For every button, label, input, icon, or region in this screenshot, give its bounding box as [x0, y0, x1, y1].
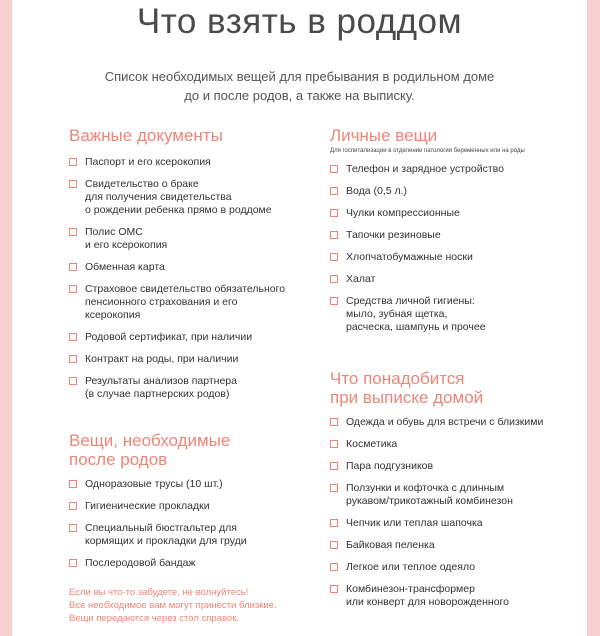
discharge-list — [330, 416, 585, 609]
item-text-line: (в случае партнерских родов) — [85, 388, 230, 400]
checklist-item — [330, 561, 585, 574]
checklist-item — [69, 478, 309, 491]
checkbox-square-icon[interactable] — [69, 559, 77, 567]
checklist-item — [330, 295, 585, 334]
page-title: Что взять в роддом — [136, 2, 463, 41]
item-text-line: Специальный бюстгальтер для — [85, 522, 237, 534]
checklist-item — [330, 438, 585, 451]
checklist-item — [330, 539, 585, 552]
checkbox-square-icon[interactable] — [69, 228, 77, 236]
item-text-line: кормящих и прокладки для груди — [85, 535, 247, 547]
checklist-item — [69, 283, 309, 322]
item-text-line: рукавом/трикотажный комбинезон — [346, 495, 513, 507]
personal-title: Личные вещи — [330, 126, 438, 145]
subtitle-line: до и после родов, а также на выписку. — [184, 88, 415, 103]
checklist-item — [69, 375, 309, 401]
after-birth-title-line: после родов — [69, 450, 168, 469]
page-subtitle — [12, 67, 587, 105]
item-text-line: Ползунки и кофточка с длинным — [346, 482, 505, 494]
item-text-line: Халат — [346, 273, 376, 285]
item-text-line: о рождении ребенка прямо в роддоме — [85, 204, 272, 216]
right-column — [330, 126, 585, 609]
checklist-item — [69, 226, 309, 252]
checklist-item — [330, 185, 585, 198]
item-text-line: Гигиенические прокладки — [85, 500, 210, 512]
checkbox-square-icon[interactable] — [330, 418, 338, 426]
item-text-line: Контракт на роды, при наличии — [85, 353, 239, 365]
item-text-line: Комбинезон-трансформер — [346, 583, 475, 595]
item-text-line: или конверт для новорожденного — [346, 596, 509, 608]
discharge-title — [330, 369, 585, 407]
checkbox-square-icon[interactable] — [69, 263, 77, 271]
checkbox-square-icon[interactable] — [69, 285, 77, 293]
checkbox-square-icon[interactable] — [330, 187, 338, 195]
checkbox-square-icon[interactable] — [69, 180, 77, 188]
discharge-title-line: Что понадобится — [330, 369, 465, 388]
item-text-line: Обменная карта — [85, 261, 165, 273]
checkbox-square-icon[interactable] — [69, 355, 77, 363]
item-text-line: Байковая пеленка — [346, 539, 435, 551]
item-text-line: Чулки компрессионные — [346, 207, 460, 219]
personal-note: Для госпитализации в отделение патологии беременных или на роды — [330, 148, 525, 154]
discharge-title-line: при выписке домой — [330, 388, 484, 407]
checkbox-square-icon[interactable] — [330, 165, 338, 173]
checkbox-square-icon[interactable] — [330, 484, 338, 492]
item-text-line: Послеродовой бандаж — [85, 557, 196, 569]
item-text-line: Вода (0,5 л.) — [346, 185, 408, 197]
checklist-item — [330, 163, 585, 176]
after-birth-list — [69, 478, 309, 570]
item-text-line: Телефон и зарядное устройство — [346, 163, 504, 175]
item-text-line: Хлопчатобумажные носки — [346, 251, 473, 263]
checkbox-square-icon[interactable] — [330, 209, 338, 217]
checklist-item — [69, 331, 309, 344]
after-birth-title-line: Вещи, необходимые — [69, 431, 231, 450]
checklist-item — [69, 353, 309, 366]
checkbox-square-icon[interactable] — [330, 297, 338, 305]
item-text-line: Тапочки резиновые — [346, 229, 441, 241]
item-text-line: и его ксерокопия — [85, 239, 168, 251]
checklist-item — [69, 261, 309, 274]
checkbox-square-icon[interactable] — [69, 502, 77, 510]
checkbox-square-icon[interactable] — [330, 519, 338, 527]
checklist-item — [69, 156, 309, 169]
checkbox-square-icon[interactable] — [330, 563, 338, 571]
checkbox-square-icon[interactable] — [69, 480, 77, 488]
checkbox-square-icon[interactable] — [69, 333, 77, 341]
checklist-item — [330, 273, 585, 286]
personal-list — [330, 163, 585, 334]
checkbox-square-icon[interactable] — [330, 253, 338, 261]
item-text-line: ксерокопия — [85, 309, 141, 321]
checklist-item — [330, 207, 585, 220]
item-text-line: Чепчик или теплая шапочка — [346, 517, 483, 529]
checklist-item — [330, 251, 585, 264]
checklist-item — [69, 500, 309, 513]
after-birth-title — [69, 431, 309, 469]
documents-title: Важные документы — [69, 126, 223, 145]
item-text-line: Полис ОМС — [85, 226, 143, 238]
footer-note — [69, 586, 309, 625]
footer-line: Если вы что-то забудете, не волнуйтесь! — [69, 587, 249, 598]
item-text-line: Косметика — [346, 438, 398, 450]
checklist-item — [69, 522, 309, 548]
documents-list — [69, 156, 309, 401]
checkbox-square-icon[interactable] — [330, 541, 338, 549]
item-text-line: для получения свидетельства — [85, 191, 232, 203]
item-text-line: Страховое свидетельство обязательного — [85, 283, 286, 295]
checkbox-square-icon[interactable] — [330, 440, 338, 448]
item-text-line: Легкое или теплое одеяло — [346, 561, 476, 573]
checklist-sheet — [12, 0, 587, 636]
checklist-item — [330, 517, 585, 530]
checkbox-square-icon[interactable] — [69, 377, 77, 385]
item-text-line: Пара подгузников — [346, 460, 434, 472]
item-text-line: расческа, шампунь и прочее — [346, 321, 486, 333]
checkbox-square-icon[interactable] — [330, 462, 338, 470]
item-text-line: Одежда и обувь для встречи с близкими — [346, 416, 544, 428]
item-text-line: пенсионного страхования и его — [85, 296, 238, 308]
checkbox-square-icon[interactable] — [330, 275, 338, 283]
checkbox-square-icon[interactable] — [330, 231, 338, 239]
checklist-item — [330, 482, 585, 508]
checkbox-square-icon[interactable] — [69, 158, 77, 166]
item-text-line: Паспорт и его ксерокопия — [85, 156, 211, 168]
checklist-item — [330, 229, 585, 242]
item-text-line: Средства личной гигиены: — [346, 295, 475, 307]
checkbox-square-icon[interactable] — [330, 585, 338, 593]
checklist-item — [330, 460, 585, 473]
item-text-line: Родовой сертификат, при наличии — [85, 331, 253, 343]
checklist-item — [330, 416, 585, 429]
checklist-item — [69, 557, 309, 570]
checklist-item — [330, 583, 585, 609]
footer-line: Все необходимое вам могут принести близкие. — [69, 600, 277, 611]
item-text-line: Одноразовые трусы (10 шт.) — [85, 478, 223, 490]
item-text-line: Свидетельство о браке — [85, 178, 199, 190]
footer-line: Вещи передаются через стол справок. — [69, 613, 240, 624]
subtitle-line: Список необходимых вещей для пребывания в родильном доме — [104, 69, 495, 84]
checklist-item — [69, 178, 309, 217]
checkbox-square-icon[interactable] — [69, 524, 77, 532]
left-column — [69, 126, 309, 625]
item-text-line: мыло, зубная щетка, — [346, 308, 448, 320]
item-text-line: Результаты анализов партнера — [85, 375, 237, 387]
